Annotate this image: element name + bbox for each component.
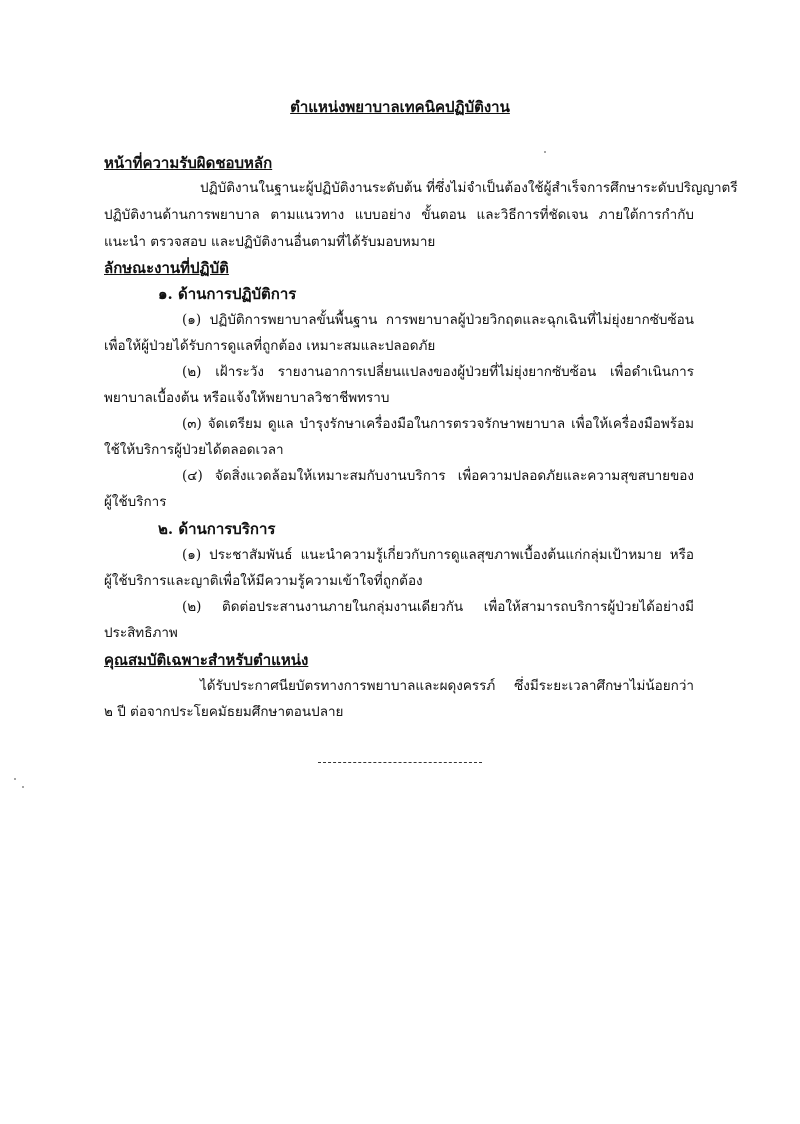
qualifications-heading: คุณสมบัติเฉพาะสำหรับตำแหน่ง: [104, 651, 309, 669]
operations-item-4-line-1: (๔) จัดสิ่งแวดล้อมให้เหมาะสมกับงานบริการ เพื่อความปลอดภัยและความสุขสบายของ: [182, 468, 694, 484]
qualifications-line-1: ได้รับประกาศนียบัตรทางการพยาบาลและผดุงครรภ์ ซึ่งมีระยะเวลาศึกษาไม่น้อยกว่า: [200, 678, 694, 694]
end-divider: [318, 762, 482, 763]
operations-item-4-line-2: ผู้ใช้บริการ: [104, 494, 167, 510]
duties-heading: หน้าที่ความรับผิดชอบหลัก: [104, 154, 273, 172]
duties-line-3: แนะนำ ตรวจสอบ และปฏิบัติงานอื่นตามที่ได้รับมอบหมาย: [104, 234, 436, 250]
services-item-1-line-2: ผู้ใช้บริการและญาติเพื่อให้มีความรู้ความเข้าใจที่ถูกต้อง: [104, 573, 423, 589]
scan-speck: [22, 786, 24, 788]
services-item-1-line-1: (๑) ประชาสัมพันธ์ แนะนำความรู้เกี่ยวกับการดูแลสุขภาพเบื้องต้นแก่กลุ่มเป้าหมาย หรือ: [182, 547, 694, 563]
services-item-2-line-1: (๒) ติดต่อประสานงานภายในกลุ่มงานเดียวกัน เพื่อให้สามารถบริการผู้ป่วยได้อย่างมี: [182, 599, 694, 615]
operations-item-3-line-1: (๓) จัดเตรียม ดูแล บำรุงรักษาเครื่องมือในการตรวจรักษาพยาบาล เพื่อให้เครื่องมือพร้อม: [182, 416, 694, 432]
services-item-2-line-2: ประสิทธิภาพ: [104, 625, 178, 641]
operations-item-2-line-2: พยาบาลเบื้องต้น หรือแจ้งให้พยาบาลวิชาชีพทราบ: [104, 390, 390, 406]
operations-heading: ๑. ด้านการปฏิบัติการ: [158, 285, 297, 303]
operations-item-3-line-2: ใช้ให้บริการผู้ป่วยได้ตลอดเวลา: [104, 442, 284, 458]
operations-item-1-line-1: (๑) ปฏิบัติการพยาบาลขั้นพื้นฐาน การพยาบาลผู้ป่วยวิกฤตและฉุกเฉินที่ไม่ยุ่งยากซับซ้อน: [182, 312, 694, 328]
duties-line-1: ปฏิบัติงานในฐานะผู้ปฏิบัติงานระดับต้น ที่ซึ่งไม่จำเป็นต้องใช้ผู้สำเร็จการศึกษาระดับปริญญาตรี: [200, 180, 738, 196]
work-heading: ลักษณะงานที่ปฏิบัติ: [104, 259, 229, 277]
scan-speck: [14, 778, 16, 780]
scan-speck: [544, 151, 546, 153]
services-heading: ๒. ด้านการบริการ: [158, 520, 276, 538]
operations-item-1-line-2: เพื่อให้ผู้ป่วยได้รับการดูแลที่ถูกต้อง เหมาะสมและปลอดภัย: [104, 338, 436, 354]
document-title: ตำแหน่งพยาบาลเทคนิคปฏิบัติงาน: [290, 98, 510, 116]
duties-line-2: ปฏิบัติงานด้านการพยาบาล ตามแนวทาง แบบอย่าง ขั้นตอน และวิธีการที่ชัดเจน ภายใต้การกำกับ: [104, 207, 694, 223]
operations-item-2-line-1: (๒) เฝ้าระวัง รายงานอาการเปลี่ยนแปลงของผู้ป่วยที่ไม่ยุ่งยากซับซ้อน เพื่อดำเนินการ: [182, 364, 694, 380]
qualifications-line-2: ๒ ปี ต่อจากประโยคมัธยมศึกษาตอนปลาย: [104, 704, 344, 720]
